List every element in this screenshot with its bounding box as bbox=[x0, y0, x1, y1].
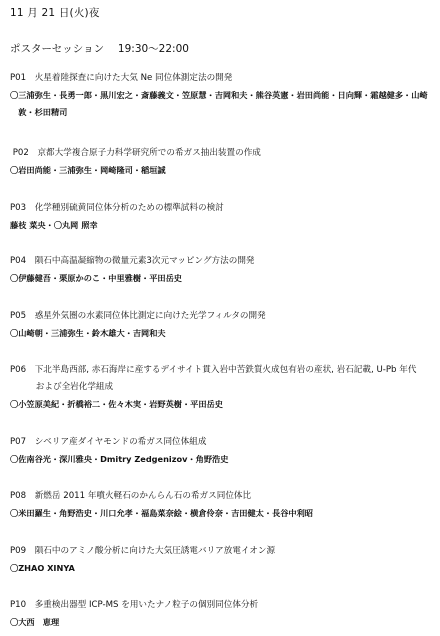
poster-title: P07 シベリア産ダイヤモンドの希ガス同位体組成 bbox=[10, 437, 207, 447]
poster-authors: 〇ZHAO XINYA bbox=[10, 563, 75, 573]
poster-title: P05 惑星外気圏の水素同位体比測定に向けた光学フィルタの開発 bbox=[10, 311, 266, 321]
poster-title: P04 隕石中高温凝縮物の微量元素3次元マッピング方法の開発 bbox=[10, 256, 255, 266]
poster-entry-p08 bbox=[10, 488, 435, 522]
session-date: 11 月 21 日(火)夜 bbox=[10, 7, 100, 19]
poster-entry-p01 bbox=[10, 70, 435, 121]
poster-entry-p05 bbox=[10, 308, 435, 342]
poster-title: P03 化学種別硫黄同位体分析のための標準試料の検討 bbox=[10, 203, 224, 213]
poster-title: P10 多重検出器型 ICP-MS を用いたナノ粒子の個別同位体分析 bbox=[10, 600, 259, 610]
poster-authors: 〇米田羅生・角野浩史・川口允孝・福島菜奈絵・横倉伶奈・吉田健太・長谷中利昭 bbox=[10, 508, 313, 518]
poster-entry-p04 bbox=[10, 253, 435, 287]
poster-entry-p02 bbox=[10, 145, 435, 179]
poster-authors: 〇岩田尚能・三浦弥生・岡崎隆司・稲垣誠 bbox=[10, 165, 166, 175]
poster-authors: 〇佐南谷光・深川雅央・Dmitry Zedgenizov・角野浩史 bbox=[10, 454, 229, 464]
poster-title: P02 京都大学複合原子力科学研究所での希ガス抽出装置の作成 bbox=[10, 148, 261, 158]
poster-entry-p03 bbox=[10, 200, 435, 234]
poster-authors: 〇大西 恵理 bbox=[10, 617, 60, 627]
poster-title: P09 隕石中のアミノ酸分析に向けた大気圧誘電バリア放電イオン源 bbox=[10, 546, 276, 556]
poster-entry-p10 bbox=[10, 597, 435, 631]
poster-authors: 〇山崎朝・三浦弥生・鈴木雄大・吉岡和夫 bbox=[10, 328, 166, 338]
poster-authors: 〇三浦弥生・長勇一郎・黒川宏之・斎藤義文・笠原慧・吉岡和夫・熊谷英憲・岩田尚能・日向輝・霜越健多・山崎 敦・杉田精司 bbox=[10, 90, 428, 117]
poster-authors: 〇小笠原美紀・折橋裕二・佐々木実・岩野英樹・平田岳史 bbox=[10, 399, 223, 409]
poster-entry-p07 bbox=[10, 434, 435, 468]
poster-entry-p06 bbox=[10, 362, 435, 413]
poster-authors: 〇伊藤健吾・栗原かのこ・中里雅樹・平田岳史 bbox=[10, 273, 182, 283]
poster-title: P08 新燃岳 2011 年噴火軽石のかんらん石の希ガス同位体比 bbox=[10, 491, 252, 501]
poster-title: P06 下北半島西部, 赤石海岸に産するデイサイト貫入岩中苦鉄質火成包有岩の産状, 岩石記載, U-Pb 年代 および全岩化学組成 bbox=[10, 365, 417, 392]
poster-authors: 藤枝 菜央・〇丸岡 照幸 bbox=[10, 220, 98, 230]
poster-entry-p09 bbox=[10, 543, 435, 577]
session-heading: ポスターセッション 19:30～22:00 bbox=[10, 43, 189, 55]
poster-title: P01 火星着陸探査に向けた大気 Ne 同位体測定法の開発 bbox=[10, 73, 233, 83]
